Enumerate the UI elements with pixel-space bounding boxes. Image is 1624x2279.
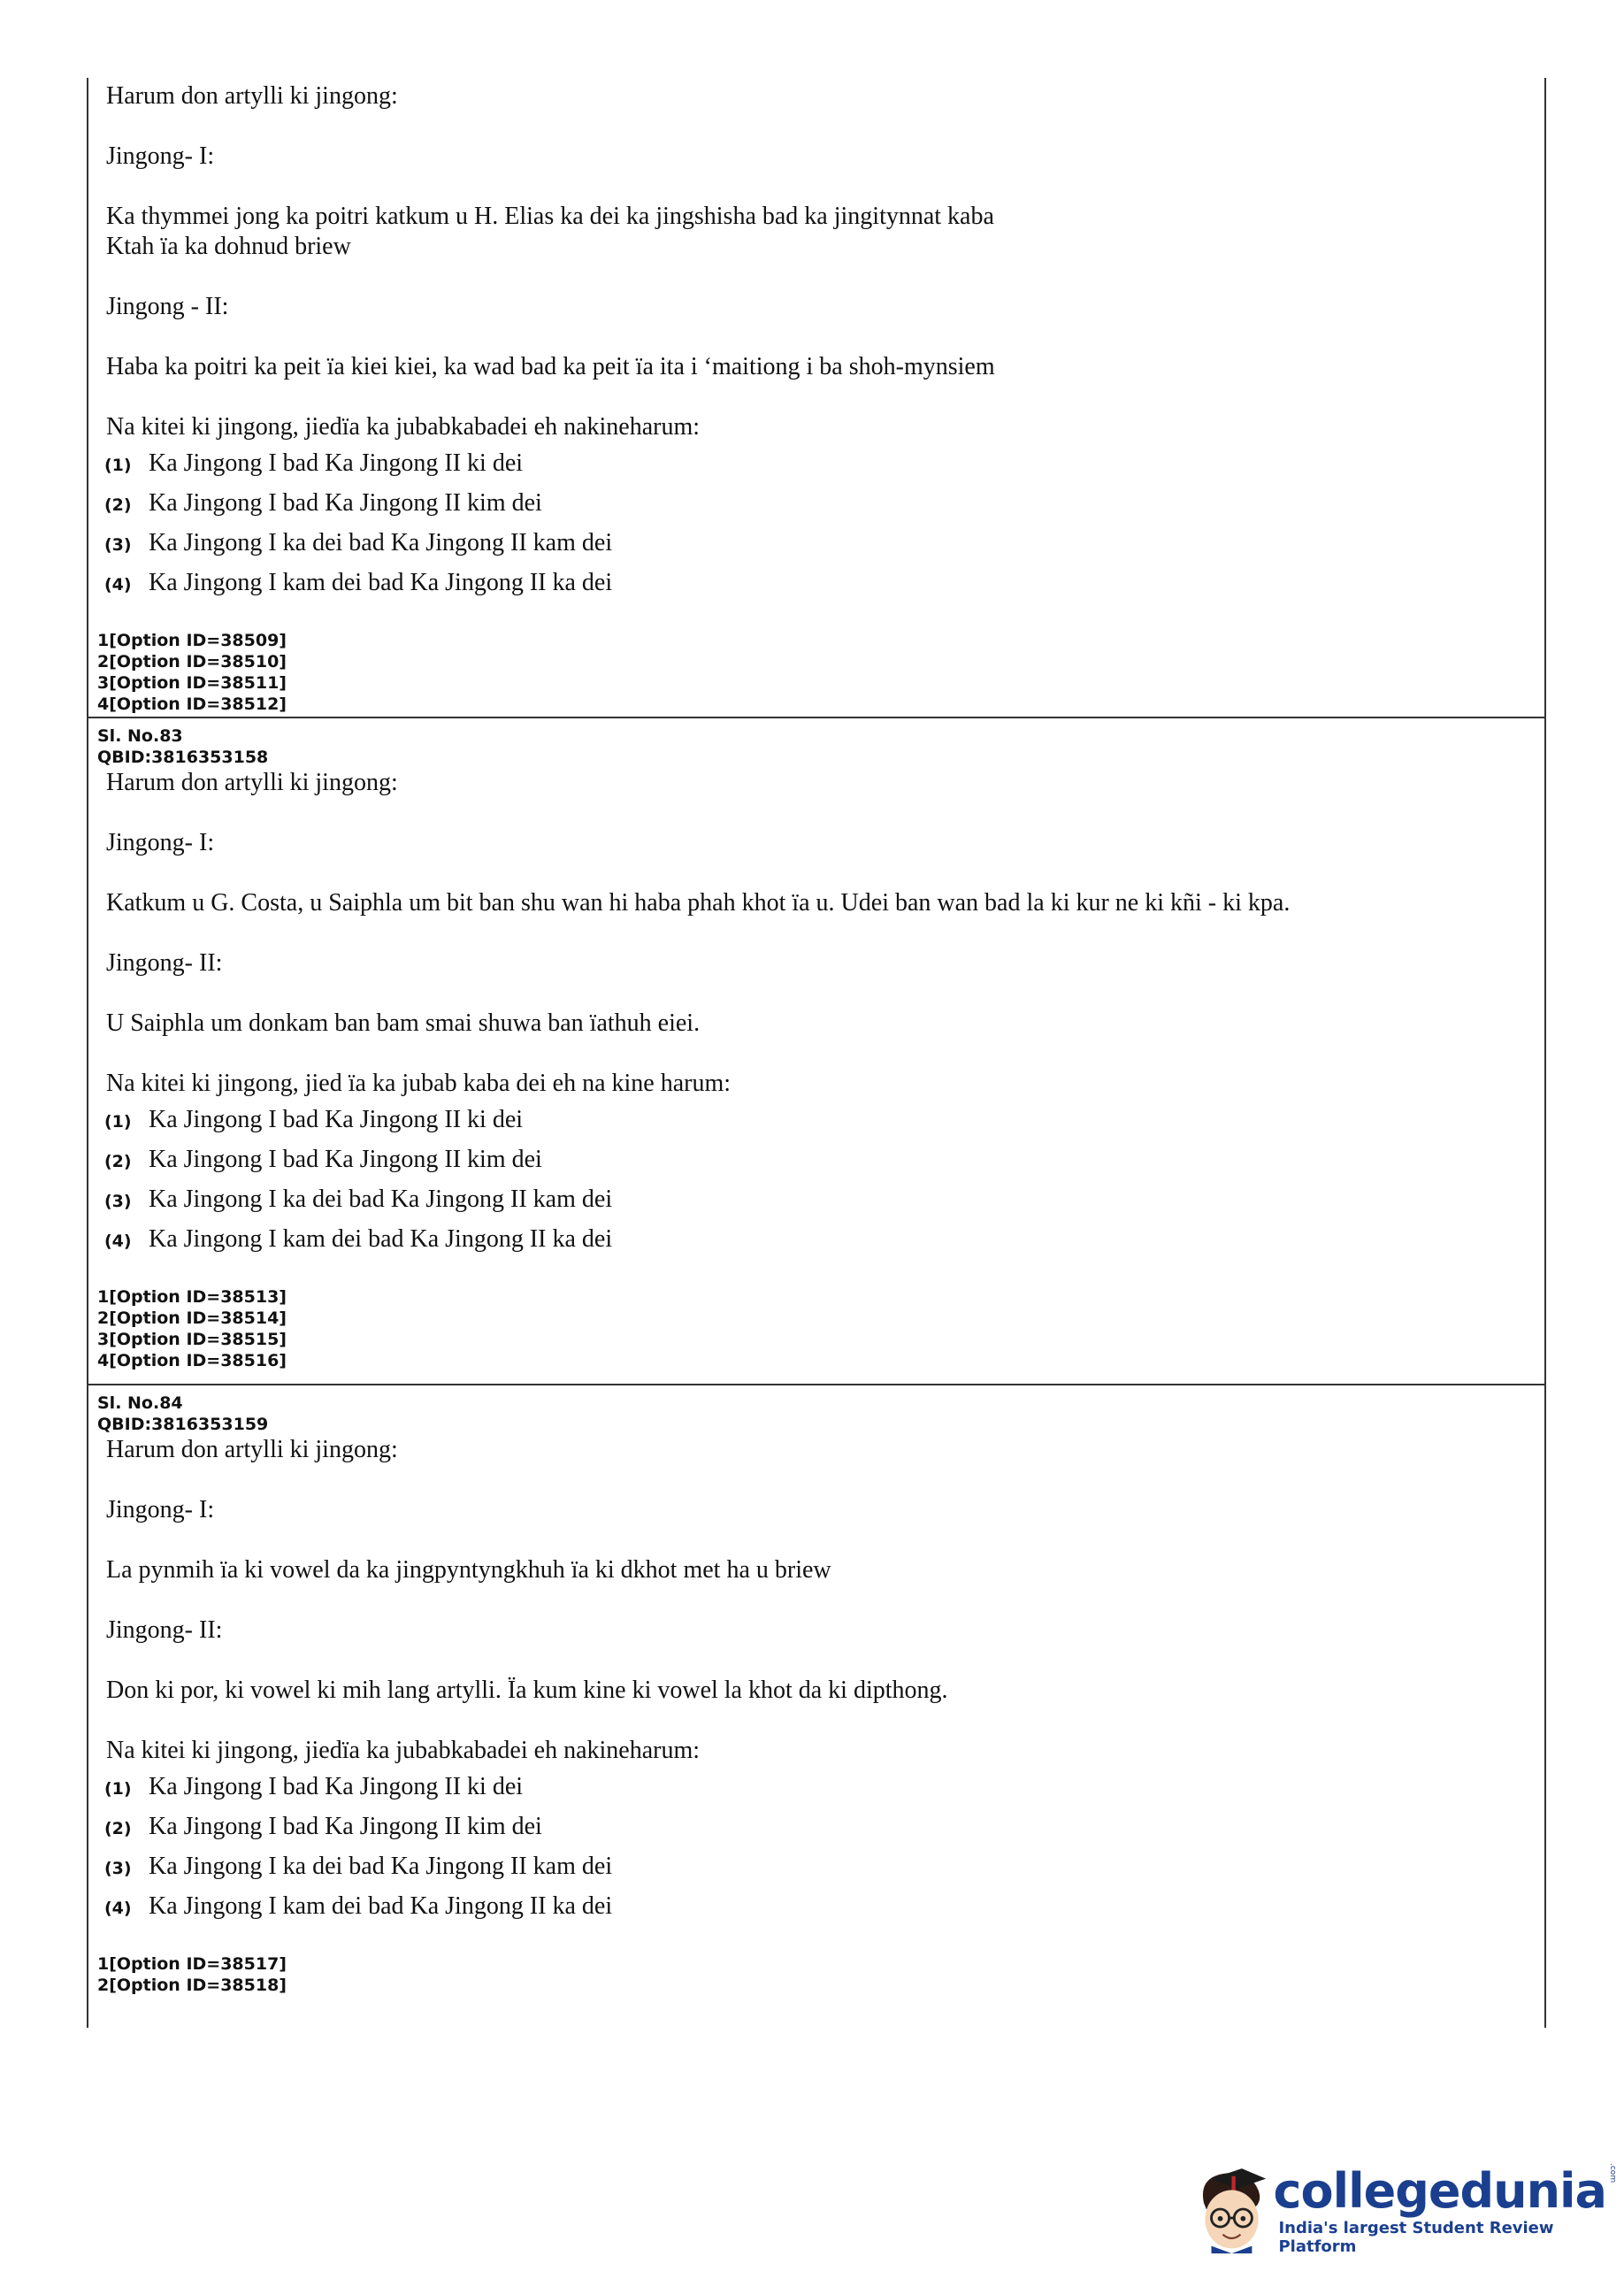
- option-id: 3[Option ID=38515]: [97, 1330, 287, 1349]
- option-id-list: [88, 1953, 1544, 1996]
- option-id: 4[Option ID=38516]: [97, 1351, 287, 1370]
- option-3: [104, 1186, 1544, 1225]
- statement-1-label: Jingong- I:: [106, 1496, 215, 1523]
- question-block-83: [88, 718, 1544, 1385]
- option-id: 1[Option ID=38509]: [97, 631, 287, 650]
- option-id: 1[Option ID=38517]: [97, 1954, 287, 1974]
- statement-1-label: Jingong- I:: [106, 829, 215, 856]
- statement-1-text: Katkum u G. Costa, u Saiphla um bit ban shu wan hi haba phah khot ïa u. Udei ban wan bad la ki kur ne ki kñi - ki kpa.: [106, 889, 1291, 917]
- option-1: [104, 1773, 1544, 1813]
- option-number: (3): [104, 1859, 132, 1878]
- option-number: (1): [104, 456, 132, 475]
- option-text: Ka Jingong I bad Ka Jingong II ki dei: [149, 449, 524, 477]
- option-3: [104, 1853, 1544, 1892]
- serial-number: Sl. No.83: [97, 726, 183, 746]
- option-4: [104, 569, 1544, 609]
- option-2: [104, 489, 1544, 529]
- option-number: (4): [104, 1232, 132, 1251]
- option-number: (1): [104, 1112, 132, 1132]
- option-text: Ka Jingong I ka dei bad Ka Jingong II kam dei: [149, 1186, 613, 1213]
- option-id-list: [88, 630, 1544, 715]
- option-id: 1[Option ID=38513]: [97, 1287, 287, 1307]
- brand-dotcom: .com: [1608, 2162, 1617, 2183]
- option-text: Ka Jingong I bad Ka Jingong II kim dei: [149, 489, 542, 517]
- statement-2-text: Haba ka poitri ka peit ïa kiei kiei, ka wad bad ka peit ïa ita i ‘maitiong i ba shoh-mynsiem: [106, 353, 995, 380]
- question-intro: Harum don artylli ki jingong:: [106, 769, 398, 796]
- option-4: [104, 1892, 1544, 1932]
- option-number: (3): [104, 1192, 132, 1211]
- serial-number: Sl. No.84: [97, 1393, 183, 1413]
- option-text: Ka Jingong I bad Ka Jingong II ki dei: [149, 1106, 524, 1133]
- question-paper-frame: [87, 78, 1546, 2028]
- collegedunia-logo: [1192, 2146, 1617, 2272]
- option-id-list: [88, 1286, 1544, 1371]
- option-number: (1): [104, 1779, 132, 1799]
- option-text: Ka Jingong I bad Ka Jingong II kim dei: [149, 1146, 542, 1173]
- option-id: 3[Option ID=38511]: [97, 673, 287, 693]
- option-id: 2[Option ID=38510]: [97, 652, 287, 671]
- question-block-84: [88, 1385, 1544, 2028]
- question-prompt: Na kitei ki jingong, jiedïa ka jubabkabadei eh nakineharum:: [106, 1737, 701, 1764]
- brand-tagline: India's largest Student Review Platform: [1278, 2218, 1554, 2256]
- option-2: [104, 1813, 1544, 1853]
- question-prompt: Na kitei ki jingong, jied ïa ka jubab kaba dei eh na kine harum:: [106, 1070, 732, 1097]
- option-1: [104, 449, 1544, 489]
- option-number: (3): [104, 535, 132, 555]
- option-1: [104, 1106, 1544, 1146]
- statement-1-label: Jingong- I:: [106, 142, 215, 170]
- option-4: [104, 1225, 1544, 1265]
- option-text: Ka Jingong I bad Ka Jingong II kim dei: [149, 1813, 542, 1840]
- option-3: [104, 529, 1544, 569]
- question-intro: Harum don artylli ki jingong:: [106, 1436, 398, 1463]
- question-intro: Harum don artylli ki jingong:: [106, 82, 398, 110]
- question-prompt: Na kitei ki jingong, jiedïa ka jubabkabadei eh nakineharum:: [106, 413, 701, 441]
- statement-1-text-cont: Ktah ïa ka dohnud briew: [106, 233, 351, 260]
- qbid: QBID:3816353158: [97, 748, 269, 767]
- option-number: (4): [104, 1899, 132, 1918]
- statement-2-label: Jingong - II:: [106, 293, 229, 320]
- option-number: (2): [104, 1819, 132, 1838]
- option-2: [104, 1146, 1544, 1186]
- option-text: Ka Jingong I kam dei bad Ka Jingong II ka dei: [149, 1892, 613, 1920]
- option-id: 2[Option ID=38514]: [97, 1308, 287, 1328]
- option-number: (2): [104, 495, 132, 515]
- qbid: QBID:3816353159: [97, 1415, 269, 1434]
- option-text: Ka Jingong I bad Ka Jingong II ki dei: [149, 1773, 524, 1800]
- option-text: Ka Jingong I ka dei bad Ka Jingong II kam dei: [149, 529, 613, 556]
- mascot-icon: [1192, 2147, 1269, 2271]
- option-id: 2[Option ID=38518]: [97, 1976, 287, 1995]
- option-text: Ka Jingong I ka dei bad Ka Jingong II kam dei: [149, 1853, 613, 1880]
- statement-1-text: Ka thymmei jong ka poitri katkum u H. Elias ka dei ka jingshisha bad ka jingitynnat kaba: [106, 203, 994, 230]
- option-text: Ka Jingong I kam dei bad Ka Jingong II ka dei: [149, 1225, 613, 1253]
- statement-2-label: Jingong- II:: [106, 1616, 223, 1644]
- option-number: (4): [104, 575, 132, 595]
- statement-2-label: Jingong- II:: [106, 949, 223, 977]
- statement-1-text: La pynmih ïa ki vowel da ka jingpyntyngkhuh ïa ki dkhot met ha u briew: [106, 1556, 831, 1584]
- statement-2-text: Don ki por, ki vowel ki mih lang artylli. Ïa kum kine ki vowel la khot da ki dipthong.: [106, 1677, 948, 1704]
- option-number: (2): [104, 1152, 132, 1171]
- option-text: Ka Jingong I kam dei bad Ka Jingong II ka dei: [149, 569, 613, 596]
- statement-2-text: U Saiphla um donkam ban bam smai shuwa ban ïathuh eiei.: [106, 1009, 701, 1037]
- question-block-82: [88, 78, 1544, 718]
- brand-name: collegedunia: [1273, 2162, 1606, 2219]
- option-id: 4[Option ID=38512]: [97, 694, 287, 714]
